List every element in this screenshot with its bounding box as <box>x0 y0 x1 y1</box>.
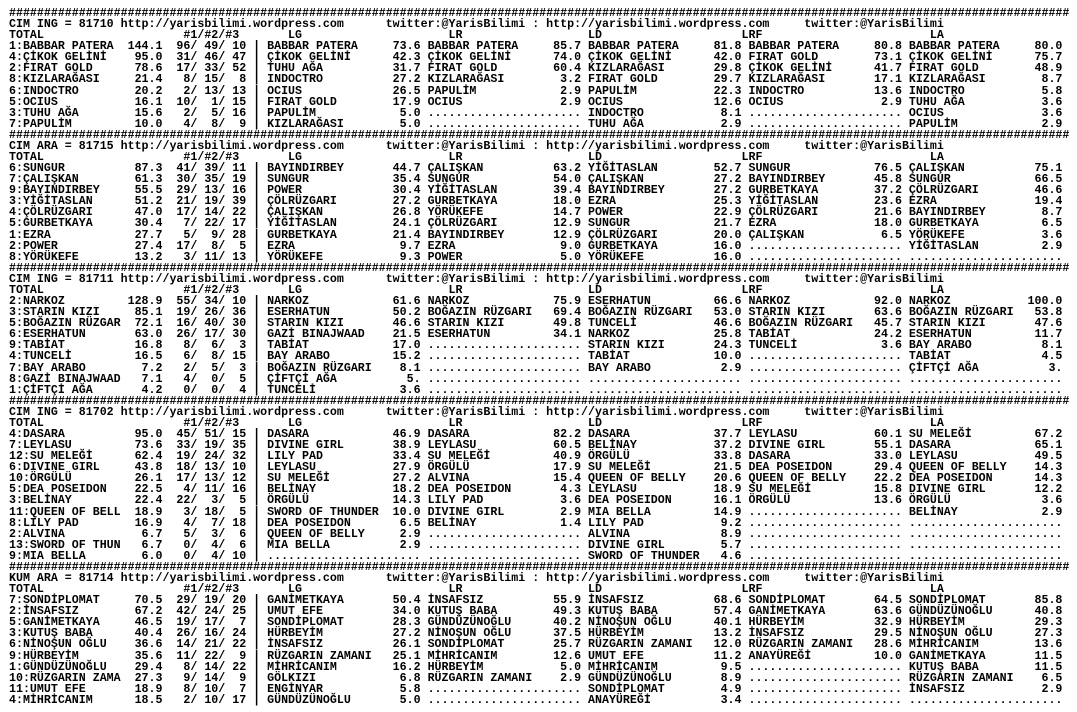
table-row-line: 4:TUNCELİ 16.5 6/ 8/ 15 | BAY ARABO 15.2 ...................... TABİAT 10.0 ...................... TABİAT 4.5 <box>9 350 1063 364</box>
separator-line: ######################################################################################################################################################## <box>9 7 1070 20</box>
table-row-line: 10:ÖRGÜLÜ 26.1 17/ 13/ 12 | SU MELEĞİ 27.2 ALVINA 15.4 QUEEN OF BELLY 20.6 QUEEN OF BELLY 22.2 DEA POSEIDON 14.3 <box>9 472 1063 486</box>
table-row-line: 11:QUEEN OF BELL 18.9 3/ 18/ 5 | SWORD OF THUNDER 10.0 DIVINE GIRL 2.9 MIA BELLA 14.9 ...................... BELİNAY 2.9 <box>9 505 1063 519</box>
table-row-line: 7:LEYLASU 73.6 33/ 19/ 35 | DIVINE GIRL 38.9 LEYLASU 60.5 BELİNAY 37.2 DIVINE GIRL 55.1 DASARA 65.1 <box>9 439 1063 453</box>
table-row-line: 10:RÜZGARIN ZAMA 27.3 9/ 14/ 9 | GÖLKIZI 6.8 RÜZGARIN ZAMANI 2.9 GÜNDÜZÜNOĞLU 8.9 ...................... RÜZGARIN ZAMANI 6.5 <box>9 671 1063 685</box>
table-row-line: 6:NİNOŞUN OĞLU 36.6 14/ 21/ 22 | İNSAFSIZ 26.1 SONDİPLOMAT 25.7 RÜZGARIN ZAMANI 12.0 RÜZGARIN ZAMANI 28.6 MİHRİCANIM 13.6 <box>9 638 1063 652</box>
table-row-line: 9:BAYINDIRBEY 55.5 29/ 13/ 16 | POWER 30.4 YİĞİTASLAN 39.4 BAYINDIRBEY 27.2 GURBETKAYA 37.2 ÇÖLRÜZGARI 46.6 <box>9 184 1063 198</box>
table-row-line: 2:ALVINA 6.7 5/ 3/ 6 | QUEEN OF BELLY 2.9 ...................... ALVINA 8.9 ...................... ...................... <box>9 527 1063 541</box>
table-row-line: 8:YÖRÜKEFE 13.2 3/ 11/ 13 | YÖRÜKEFE 9.3 POWER 5.0 YÖRÜKEFE 16.0 ...................... ...................... <box>9 250 1063 264</box>
table-row-line: 2:NARKOZ 128.9 55/ 34/ 10 | NARKOZ 61.6 NARKOZ 75.9 ESERHATUN 66.6 NARKOZ 92.0 NARKOZ 100.0 <box>9 295 1063 309</box>
table-row-line: 3:BELİNAY 22.4 22/ 3/ 5 | ÖRGÜLÜ 14.3 LILY PAD 3.6 DEA POSEIDON 16.1 ÖRGÜLÜ 13.6 ÖRGÜLÜ 3.6 <box>9 494 1063 508</box>
section-header-line: CIM ING = 81702 http://yarisbilimi.wordpress.com twitter:@YarisBilimi : http://yarisbilimi.wordpress.com twitter:@YarisBilimi <box>9 405 944 419</box>
table-row-line: 11:UMUT EFE 18.9 8/ 10/ 7 | ENGİNYAR 5.8 ...................... SONDİPLOMAT 4.9 ...................... İNSAFSIZ 2.9 <box>9 682 1063 696</box>
section-header-line: CIM ING = 81711 http://yarisbilimi.wordpress.com twitter:@YarisBilimi : http://yarisbilimi.wordpress.com twitter:@YarisBilimi <box>9 272 944 286</box>
table-row-line: 3:TUHU AĞA 15.6 2/ 5/ 16 | PAPULİM 5.0 ...................... INDOCTRO 8.1 ...................... OCIUS 3.6 <box>9 106 1063 120</box>
section-header-line: KUM ARA = 81714 http://yarisbilimi.wordpress.com twitter:@YarisBilimi : http://yarisbilimi.wordpress.com twitter:@YarisBilimi <box>9 571 944 585</box>
table-header-line: TOTAL #1/#2/#3 LG LR LD LRF LA <box>9 283 944 297</box>
separator-line: ######################################################################################################################################################## <box>9 128 1070 142</box>
table-row-line: 2:İNSAFSIZ 67.2 42/ 24/ 25 | UMUT EFE 34.0 KUTUŞ BABA 49.3 KUTUŞ BABA 57.4 GANİMETKAYA 63.6 GÜNDÜZÜNOĞLU 40.8 <box>9 605 1063 619</box>
table-row-line: 5:OCIUS 16.1 10/ 1/ 15 | FIRAT GOLD 17.9 OCIUS 2.9 OCIUS 12.6 OCIUS 2.9 TUHU AĞA 3.6 <box>9 95 1063 109</box>
table-row-line: 3:KUTUŞ BABA 40.4 26/ 16/ 24 | HÜRBEYİM 27.2 NİNOŞUN OĞLU 37.5 HÜRBEYİM 13.2 İNSAFSIZ 29.5 NİNOŞUN OĞLU 27.3 <box>9 627 1063 641</box>
table-row-line: 7:BAY ARABO 7.2 2/ 5/ 3 | BOĞAZIN RÜZGARI 8.1 ...................... BAY ARABO 2.9 ...................... ÇİFTÇİ AĞA 3. <box>9 361 1063 375</box>
table-header-line: TOTAL #1/#2/#3 LG LR LD LRF LA <box>9 416 944 430</box>
separator-line: ######################################################################################################################################################## <box>9 560 1070 574</box>
table-row-line: 9:HÜRBEYİM 35.6 11/ 22/ 9 | RÜZGARIN ZAMANI 25.1 MİHRİCANIM 12.6 UMUT EFE 11.2 ANAYÜREĞİ 10.0 GANİMETKAYA 11.5 <box>9 649 1063 663</box>
table-row-line: 1:ÇİFTÇİ AĞA 4.2 0/ 0/ 4 | TUNCELİ 3.6 ...................... ...................... ...................... ...................... <box>9 383 1063 397</box>
table-row-line: 3:YİĞİTASLAN 51.2 21/ 19/ 39 | ÇÖLRÜZGARI 27.2 GURBETKAYA 18.0 EZRA 25.3 YİĞİTASLAN 23.6 EZRA 19.4 <box>9 195 1063 209</box>
table-row-line: 12:SU MELEĞİ 62.4 19/ 24/ 32 | LILY PAD 33.4 SU MELEĞİ 40.9 ÖRGÜLÜ 33.8 DASARA 33.0 LEYLASU 49.5 <box>9 450 1063 464</box>
table-header-line: TOTAL #1/#2/#3 LG LR LD LRF LA <box>9 583 944 597</box>
table-header-line: TOTAL #1/#2/#3 LG LR LD LRF LA <box>9 29 944 43</box>
table-row-line: 1:EZRA 27.7 5/ 9/ 28 | GURBETKAYA 21.4 BAYINDIRBEY 12.9 ÇÖLRÜZGARI 20.0 ÇALIŞKAN 6.5 YÖRÜKEFE 3.6 <box>9 228 1063 242</box>
table-row-line: 5:BOĞAZIN RÜZGAR 72.1 16/ 40/ 30 | STARIN KIZI 46.6 STARIN KIZI 49.8 TUNCELİ 46.6 BOĞAZIN RÜZGARI 45.7 STARIN KIZI 47.6 <box>9 317 1063 331</box>
table-row-line: 9:TABİAT 16.8 8/ 6/ 3 | TABİAT 17.0 ...................... STARIN KIZI 24.3 TUNCELİ 3.6 BAY ARABO 8.1 <box>9 339 1063 353</box>
table-row-line: 6:DIVINE GIRL 43.8 18/ 13/ 10 | LEYLASU 27.9 ÖRGÜLÜ 17.9 SU MELEĞİ 21.5 DEA POSEIDON 29.4 QUEEN OF BELLY 14.3 <box>9 461 1063 475</box>
table-header-line: TOTAL #1/#2/#3 LG LR LD LRF LA <box>9 151 944 165</box>
separator-line: ######################################################################################################################################################## <box>9 261 1070 275</box>
table-row-line: 5:GANİMETKAYA 46.5 19/ 17/ 7 | SONDİPLOMAT 28.3 GÜNDÜZÜNOĞLU 40.2 NİNOŞUN OĞLU 40.1 HÜRBEYİM 32.9 HÜRBEYİM 29.3 <box>9 616 1063 630</box>
table-row-line: 4:ÇİKOK GELİNİ 95.0 31/ 46/ 47 | ÇİKOK GELİNİ 42.3 ÇİKOK GELİNİ 74.0 ÇİKOK GELİNİ 42.0 FIRAT GOLD 73.1 ÇİKOK GELİNİ 75.7 <box>9 51 1063 65</box>
table-row-line: 5:DEA POSEIDON 22.5 4/ 11/ 16 | BELİNAY 18.2 DEA POSEIDON 4.3 LEYLASU 18.9 SU MELEĞİ 15.8 DIVINE GIRL 12.2 <box>9 483 1063 497</box>
table-row-line: 9:MIA BELLA 6.0 0/ 4/ 10 | ...................... ...................... SWORD OF THUNDER 4.6 ...................... ...................... <box>9 549 1063 563</box>
table-row-line: 13:SWORD OF THUN 6.7 0/ 4/ 6 | MIA BELLA 2.9 ...................... DIVINE GIRL 5.7 ...................... ...................... <box>9 538 1063 552</box>
table-row-line: 3:STARIN KIZI 85.1 19/ 26/ 36 | ESERHATUN 50.2 BOĞAZIN RÜZGARI 69.4 BOĞAZIN RÜZGARI 53.0 STARIN KIZI 63.6 BOĞAZIN RÜZGARI 53.8 <box>9 306 1063 320</box>
table-row-line: 8:LILY PAD 16.9 4/ 7/ 18 | DEA POSEIDON 6.5 BELİNAY 1.4 LILY PAD 9.2 ...................... ...................... <box>9 516 1063 530</box>
table-row-line: 2:POWER 27.4 17/ 8/ 5 | EZRA 9.7 EZRA 9.0 GURBETKAYA 16.0 ...................... YİĞİTASLAN 2.9 <box>9 239 1063 253</box>
table-row-line: 8:GAZİ BINAJWAAD 7.1 4/ 0/ 5 | ÇİFTÇİ AĞA 5. ...................... ...................... ...................... ...................... <box>9 372 1063 386</box>
section-header-line: CIM ARA = 81715 http://yarisbilimi.wordpress.com twitter:@YarisBilimi : http://yarisbilimi.wordpress.com twitter:@YarisBilimi <box>9 139 944 153</box>
table-row-line: 6:INDOCTRO 20.2 2/ 13/ 13 | OCIUS 26.5 PAPULİM 2.9 PAPULİM 22.3 INDOCTRO 13.6 INDOCTRO 5.8 <box>9 84 1063 98</box>
table-row-line: 1:BABBAR PATERA 144.1 96/ 49/ 10 | BABBAR PATERA 73.6 BABBAR PATERA 85.7 BABBAR PATERA 81.8 BABBAR PATERA 80.8 BABBAR PATERA 80.0 <box>9 40 1063 54</box>
separator-line: ######################################################################################################################################################## <box>9 394 1070 408</box>
table-row-line: 6:ESERHATUN 63.0 26/ 17/ 30 | GAZİ BINAJWAAD 21.5 ESERHATUN 34.1 NARKOZ 25.8 TABİAT 24.2 ESERHATUN 11.7 <box>9 328 1063 342</box>
table-row-line: 4:DASARA 95.0 45/ 51/ 15 | DASARA 46.9 DASARA 82.2 DASARA 37.7 LEYLASU 60.1 SU MELEĞİ 67.2 <box>9 427 1063 441</box>
table-row-line: 7:SONDİPLOMAT 70.5 29/ 19/ 20 | GANİMETKAYA 50.4 İNSAFSIZ 55.9 İNSAFSIZ 68.6 SONDİPLOMAT 64.5 SONDİPLOMAT 85.8 <box>9 594 1063 608</box>
section-header-line: CIM ING = 81710 http://yarisbilimi.wordpress.com twitter:@YarisBilimi : http://yarisbilimi.wordpress.com twitter:@YarisBilimi <box>9 18 944 32</box>
table-row-line: 4:ÇÖLRÜZGARI 47.0 17/ 14/ 22 | ÇALIŞKAN 26.8 YÖRÜKEFE 14.7 POWER 22.9 ÇÖLRÜZGARI 21.6 BAYINDIRBEY 8.7 <box>9 206 1063 220</box>
table-row-line: 7:PAPULİM 10.0 4/ 8/ 9 | KIZLARAĞASI 5.0 ...................... TUHU AĞA 2.9 ...................... PAPULİM 2.9 <box>9 117 1063 131</box>
table-row-line: 5:GURBETKAYA 30.4 7/ 22/ 17 | YİĞİTASLAN 24.1 ÇÖLRÜZGARI 12.9 SUNGUR 21.7 EZRA 18.0 GURBETKAYA 6.5 <box>9 217 1063 231</box>
table-row-line: 1:GÜNDÜZÜNOĞLU 29.4 8/ 14/ 22 | MİHRİCANIM 16.2 HÜRBEYİM 5.0 MİHRİCANIM 9.5 ...................... KUTUŞ BABA 11.5 <box>9 660 1063 674</box>
table-row-line: 4:MİHRİCANIM 18.5 2/ 10/ 17 | GÜNDÜZÜNOĞLU 5.0 ...................... ANAYÜREĞİ 3.4 ...................... ...................... <box>9 693 1063 707</box>
table-row-line: 7:ÇALIŞKAN 61.3 30/ 35/ 19 | SUNGUR 35.4 SUNGUR 54.0 ÇALIŞKAN 27.2 BAYINDIRBEY 45.8 SUNGUR 66.5 <box>9 173 1063 187</box>
table-row-line: 6:SUNGUR 87.3 41/ 39/ 11 | BAYINDIRBEY 44.7 ÇALIŞKAN 63.2 YİĞİTASLAN 52.7 SUNGUR 76.5 ÇALIŞKAN 75.1 <box>9 162 1063 176</box>
table-row-line: 8:KIZLARAĞASI 21.4 8/ 15/ 8 | INDOCTRO 27.2 KIZLARAĞASI 3.2 FIRAT GOLD 29.7 KIZLARAĞASI 17.1 KIZLARAĞASI 8.7 <box>9 73 1063 87</box>
table-row-line: 2:FIRAT GOLD 78.6 17/ 33/ 52 | TUHU AĞA 31.7 FIRAT GOLD 60.4 KIZLARAĞASI 29.8 ÇİKOK GELİNİ 41.7 FIRAT GOLD 48.9 <box>9 62 1063 76</box>
